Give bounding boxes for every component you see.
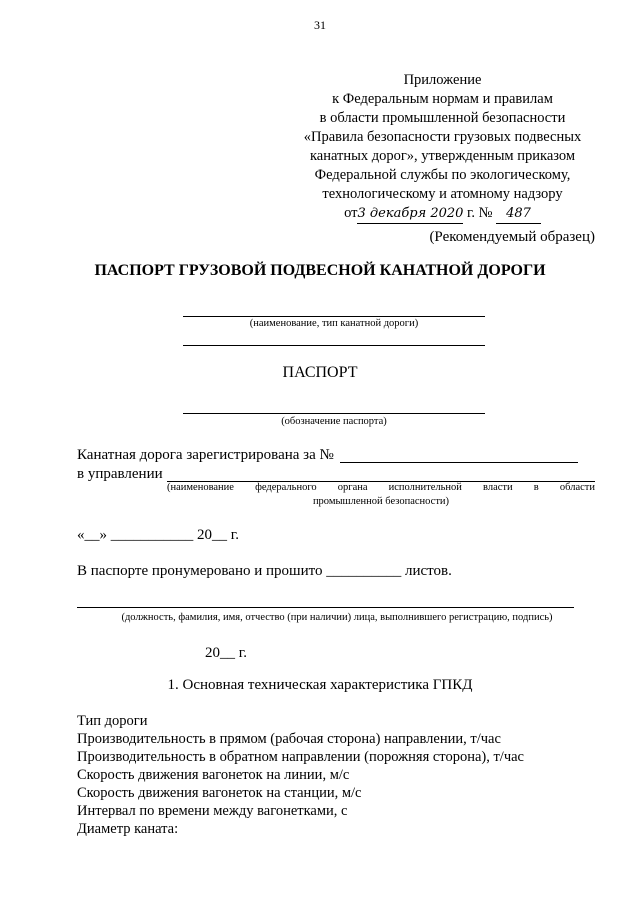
order-number: 487 <box>496 204 541 224</box>
designation-caption: (обозначение паспорта) <box>281 416 387 427</box>
appendix-block <box>290 71 595 224</box>
list-item: Производительность в обратном направлении (порожняя сторона), т/час <box>77 749 524 765</box>
department-caption-2: промышленной безопасности) <box>312 496 450 507</box>
signer-caption: (должность, фамилия, имя, отчество (при наличии) лица, выполнившего регистрацию, подпись) <box>121 612 553 623</box>
order-mid: г. № <box>467 205 493 221</box>
appendix-line: «Правила безопасности грузовых подвесных <box>303 129 582 145</box>
list-item: Производительность в прямом (рабочая сторона) направлении, т/час <box>77 731 501 747</box>
numbered-sheets-line <box>77 563 452 580</box>
department-line: в управлении <box>77 466 163 482</box>
name-caption: (наименование, тип канатной дороги) <box>249 318 419 329</box>
appendix-line: в области промышленной безопасности <box>319 110 566 126</box>
characteristics-list <box>77 712 524 838</box>
order-line <box>290 204 595 224</box>
list-item: Интервал по времени между вагонетками, с <box>77 803 348 819</box>
department-caption-1: (наименование федерального органа исполнительной власти в области <box>167 482 595 493</box>
list-item: Скорость движения вагонеток на линии, м/с <box>77 767 350 783</box>
recommended-sample-note: (Рекомендуемый образец) <box>429 229 595 245</box>
registration-date-line: «__» ___________ 20__ г. <box>77 527 239 543</box>
list-item: Скорость движения вагонеток на станции, м/с <box>77 785 362 801</box>
numbered-prefix: В паспорте пронумеровано и прошито <box>77 563 323 579</box>
designation-blank-line <box>183 413 485 414</box>
order-date: 3 декабря 2020 <box>357 204 463 224</box>
appendix-line: к Федеральным нормам и правилам <box>332 91 553 107</box>
numbered-suffix: листов. <box>404 563 452 579</box>
name-blank-line <box>183 316 485 317</box>
order-prefix: от <box>344 205 358 221</box>
list-item: Тип дороги <box>77 713 148 729</box>
numbered-blank: __________ <box>326 563 402 579</box>
registration-number-blank <box>340 462 578 463</box>
passport-subtitle: ПАСПОРТ <box>282 364 358 381</box>
page-number: 31 <box>314 18 326 32</box>
year-line: 20__ г. <box>205 645 247 661</box>
section-1-heading: 1. Основная техническая характеристика ГПКД <box>167 677 473 693</box>
list-item: Диаметр каната: <box>77 821 179 837</box>
name-blank-line-2 <box>183 345 485 346</box>
appendix-line: канатных дорог», утвержденным приказом <box>309 148 576 164</box>
appendix-line: Федеральной службы по экологическому, <box>314 167 571 183</box>
registration-line: Канатная дорога зарегистрирована за № <box>77 447 334 463</box>
signer-blank-line <box>77 607 574 608</box>
document-title: ПАСПОРТ ГРУЗОВОЙ ПОДВЕСНОЙ КАНАТНОЙ ДОРОГИ <box>94 262 546 279</box>
appendix-line: Приложение <box>403 72 482 88</box>
appendix-line: технологическому и атомному надзору <box>322 186 563 202</box>
